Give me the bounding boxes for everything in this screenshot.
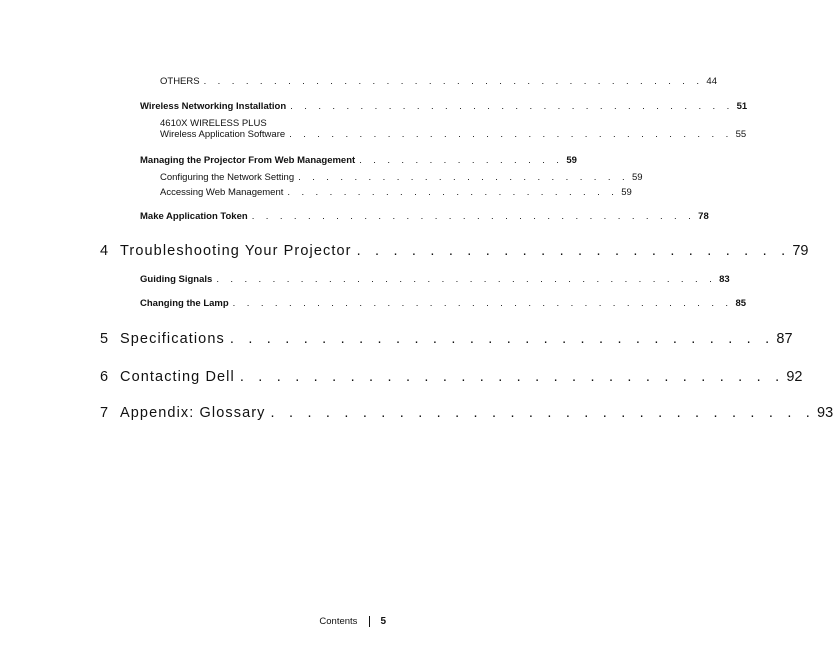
- dot-leader: . . . . . . . . . . . . . . . . . . . . . . . . . . . . . . . . . . . .: [232, 298, 733, 309]
- dot-leader: . . . . . . . . . . . . . . . . . . . . . . . . . . . . . .: [239, 369, 785, 385]
- toc-entry-page: 59: [632, 172, 643, 183]
- toc-chapter-7[interactable]: [100, 405, 833, 421]
- dot-leader: . . . . . . . . . . . . . . . . . . . . . . . .: [287, 187, 619, 198]
- toc-entry-web-management[interactable]: [140, 155, 577, 166]
- toc-entry-title: Make Application Token: [140, 211, 248, 222]
- dot-leader: . . . . . . . . . . . . . . .: [359, 155, 564, 166]
- toc-entry-wireless-installation[interactable]: [140, 101, 748, 112]
- toc-entry-title: Managing the Projector From Web Management: [140, 155, 356, 166]
- toc-entry-title-line1: 4610X WIRELESS PLUS: [160, 118, 267, 129]
- toc-entry-title: Configuring the Network Setting: [160, 172, 295, 183]
- chapter-title: Specifications: [120, 331, 225, 347]
- chapter-page: 79: [792, 243, 809, 259]
- footer-divider: [369, 616, 370, 627]
- toc-entry-page: 83: [719, 274, 730, 285]
- toc-entry-page: 78: [698, 211, 709, 222]
- toc-entry-title: Accessing Web Management: [160, 187, 284, 198]
- dot-leader: . . . . . . . . . . . . . . . . . . . . . . . . . . . . . . . .: [290, 101, 734, 112]
- toc-chapter-6[interactable]: [100, 369, 803, 385]
- toc-entry-changing-lamp[interactable]: [140, 298, 747, 309]
- toc-entry-wireless-software[interactable]: [160, 118, 747, 140]
- dot-leader: . . . . . . . . . . . . . . . . . . . . . . . . . . . . . . . .: [251, 211, 696, 222]
- footer-section-label: Contents: [319, 616, 358, 627]
- toc-entry-accessing-web[interactable]: [160, 187, 632, 198]
- toc-entry-page: 51: [736, 101, 748, 112]
- chapter-number: 7: [100, 405, 110, 421]
- chapter-page: 92: [786, 369, 803, 385]
- toc-entry-others[interactable]: [160, 76, 717, 87]
- toc-entry-page: 85: [735, 298, 747, 309]
- toc-chapter-5[interactable]: [100, 331, 793, 347]
- chapter-page: 87: [776, 331, 793, 347]
- dot-leader: . . . . . . . . . . . . . . . . . . . . . . . . . . . . . . . . . . . .: [203, 76, 704, 87]
- dot-leader: . . . . . . . . . . . . . . . . . . . . . . . .: [298, 172, 629, 183]
- chapter-title: Troubleshooting Your Projector: [120, 243, 352, 259]
- toc-entry-guiding-signals[interactable]: [140, 274, 730, 285]
- toc-entry-page: 59: [566, 155, 577, 166]
- page-footer: [319, 616, 386, 627]
- toc-entry-title: Changing the Lamp: [140, 298, 229, 309]
- toc-entry-title: Guiding Signals: [140, 274, 213, 285]
- chapter-number: 6: [100, 369, 110, 385]
- dot-leader: . . . . . . . . . . . . . . . . . . . . . . . . . . . . . . . . . . . .: [216, 274, 717, 285]
- chapter-page: 93: [817, 405, 833, 421]
- chapter-number: 4: [100, 243, 110, 259]
- toc-entry-title-line2: Wireless Application Software: [160, 129, 286, 140]
- toc-entry-title: Wireless Networking Installation: [140, 101, 287, 112]
- chapter-title: Appendix: Glossary: [120, 405, 266, 421]
- toc-entry-page: 55: [735, 129, 747, 140]
- chapter-number: 5: [100, 331, 110, 347]
- chapter-title: Contacting Dell: [120, 369, 235, 385]
- dot-leader: . . . . . . . . . . . . . . . . . . . . . . . . . . . . . . . .: [289, 129, 733, 140]
- toc-chapter-4[interactable]: [100, 243, 809, 259]
- toc-entry-page: 44: [706, 76, 717, 87]
- dot-leader: . . . . . . . . . . . . . . . . . . . . . . . . . . . . . .: [270, 405, 816, 421]
- dot-leader: . . . . . . . . . . . . . . . . . . . . . . . . . . . . . .: [229, 331, 775, 347]
- toc-entry-title: OTHERS: [160, 76, 200, 87]
- footer-page-number: 5: [380, 616, 386, 627]
- toc-entry-network-setting[interactable]: [160, 172, 643, 183]
- toc-entry-app-token[interactable]: [140, 211, 709, 222]
- toc-entry-page: 59: [621, 187, 632, 198]
- dot-leader: . . . . . . . . . . . . . . . . . . . . . . . .: [356, 243, 791, 259]
